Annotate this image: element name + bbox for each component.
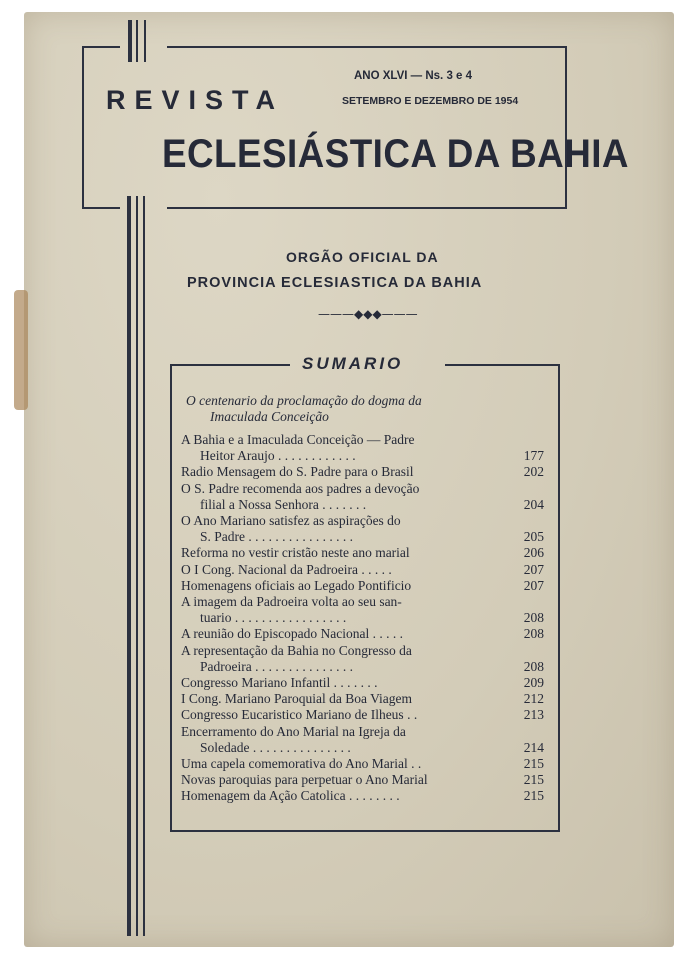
issue-number: ANO XLVI — Ns. 3 e 4: [354, 70, 473, 82]
toc-entry-title: Congresso Eucaristico Mariano de Ilheus . .: [181, 707, 418, 723]
toc-entry-page: 208: [523, 610, 544, 626]
toc-entry-title-cont: S. Padre . . . . . . . . . . . . . . . .: [200, 529, 353, 545]
toc-entry-title: A Bahia e a Imaculada Conceição — Padre: [181, 432, 415, 447]
toc-entry-page: 208: [523, 658, 544, 674]
toc-entry-page: 215: [523, 772, 544, 788]
toc-entry-page: 207: [523, 561, 544, 577]
summary-heading: SUMARIO: [302, 354, 404, 373]
toc-entry: [181, 578, 549, 594]
subtitle-line-2: PROVINCIA ECLESIASTICA DA BAHIA: [187, 275, 483, 291]
masthead-frame-left: [82, 46, 84, 209]
toc-entry-title-cont: Padroeira . . . . . . . . . . . . . . .: [200, 658, 353, 674]
toc-entry: [181, 481, 549, 513]
toc-entry-title-cont: tuario . . . . . . . . . . . . . . . . .: [200, 610, 347, 626]
toc-entry-title: A reunião do Episcopado Nacional . . . . .: [181, 626, 403, 642]
revista-label: REVISTA: [106, 85, 285, 115]
toc-entry-page: 177: [523, 448, 544, 464]
toc-entry-title: O Ano Mariano satisfez as aspirações do: [181, 513, 401, 529]
masthead-frame-top-left: [82, 46, 120, 48]
rule-left-1: [127, 196, 131, 936]
masthead-frame-bottom-right: [167, 207, 567, 209]
toc-entry: [181, 562, 549, 578]
toc-entry-title-cont: Heitor Araujo . . . . . . . . . . . .: [200, 448, 356, 464]
toc-entry-title: O S. Padre recomenda aos padres a devoção: [181, 480, 420, 496]
toc-entry-page: 204: [523, 496, 544, 512]
toc-entry-title: I Cong. Mariano Paroquial da Boa Viagem: [181, 691, 413, 707]
summary-frame-top-left: [170, 364, 290, 366]
toc-entry-page: 206: [523, 545, 544, 561]
masthead-frame-top-right: [167, 46, 567, 48]
table-of-contents: [181, 432, 549, 805]
toc-entry-title: O I Cong. Nacional da Padroeira . . . . .: [181, 561, 392, 577]
toc-entry: [181, 432, 549, 464]
toc-entry-page: 215: [523, 788, 544, 804]
toc-entry-title: Homenagens oficiais ao Legado Pontificio: [181, 577, 412, 593]
rule-left-2: [136, 196, 138, 936]
summary-frame-left: [170, 364, 172, 832]
toc-entry-title: Homenagem da Ação Catolica . . . . . . . .: [181, 788, 400, 804]
toc-entry-title: Reforma no vestir cristão neste ano marial: [181, 545, 410, 561]
toc-entry-page: 209: [523, 675, 544, 691]
toc-entry-page: 208: [523, 626, 544, 642]
toc-entry-title: Novas paroquias para perpetuar o Ano Marial: [181, 772, 428, 788]
rule-top-2: [136, 20, 138, 62]
toc-entry-title: Uma capela comemorativa do Ano Marial . .: [181, 756, 422, 772]
subtitle-line-1: ORGÃO OFICIAL DA: [286, 249, 439, 265]
toc-entry-title-cont: Soledade . . . . . . . . . . . . . . .: [200, 739, 351, 755]
toc-entry: [181, 772, 549, 788]
toc-entry-page: 215: [523, 756, 544, 772]
toc-entry-title: Congresso Mariano Infantil . . . . . . .: [181, 675, 378, 691]
toc-entry: [181, 707, 549, 723]
rule-left-3: [143, 196, 145, 936]
toc-entry: [181, 643, 549, 675]
toc-entry: [181, 724, 549, 756]
toc-entry: [181, 513, 549, 545]
toc-entry-page: 207: [523, 577, 544, 593]
toc-entry: [181, 545, 549, 561]
toc-entry-page: 214: [523, 739, 544, 755]
intro-line-2: Imaculada Conceição: [210, 409, 329, 424]
toc-entry-title: Encerramento do Ano Marial na Igreja da: [181, 723, 406, 739]
magazine-title: ECLESIÁSTICA DA BAHIA: [162, 132, 629, 176]
toc-entry: [181, 464, 549, 480]
masthead-frame-right: [565, 46, 567, 209]
toc-entry: [181, 675, 549, 691]
toc-entry: [181, 691, 549, 707]
toc-entry-page: 202: [523, 464, 544, 480]
summary-frame-top-right: [445, 364, 560, 366]
summary-frame-right: [558, 364, 560, 832]
toc-entry: [181, 626, 549, 642]
rule-top-3: [144, 20, 146, 62]
toc-entry-page: 205: [523, 529, 544, 545]
toc-entry-page: 212: [523, 691, 544, 707]
toc-entry-title: A imagem da Padroeira volta ao seu san-: [181, 594, 402, 610]
toc-entry-title: Radio Mensagem do S. Padre para o Brasil: [181, 464, 414, 480]
rule-top-1: [128, 20, 132, 62]
issue-date: SETEMBRO E DEZEMBRO DE 1954: [342, 95, 519, 107]
spine-wear: [14, 290, 28, 410]
toc-entry-title-cont: filial a Nossa Senhora . . . . . . .: [200, 496, 367, 512]
toc-entry: [181, 756, 549, 772]
intro-line-1: O centenario da proclamação do dogma da: [186, 393, 422, 408]
toc-entry-title: A representação da Bahia no Congresso da: [181, 642, 412, 658]
summary-frame-bottom: [170, 830, 560, 832]
toc-entry-page: 213: [523, 707, 544, 723]
toc-entry: [181, 788, 549, 804]
masthead-frame-bottom-left: [82, 207, 120, 209]
toc-entry: [181, 594, 549, 626]
summary-intro: [186, 393, 516, 425]
ornament-divider: ———◆◆◆———: [318, 307, 418, 321]
